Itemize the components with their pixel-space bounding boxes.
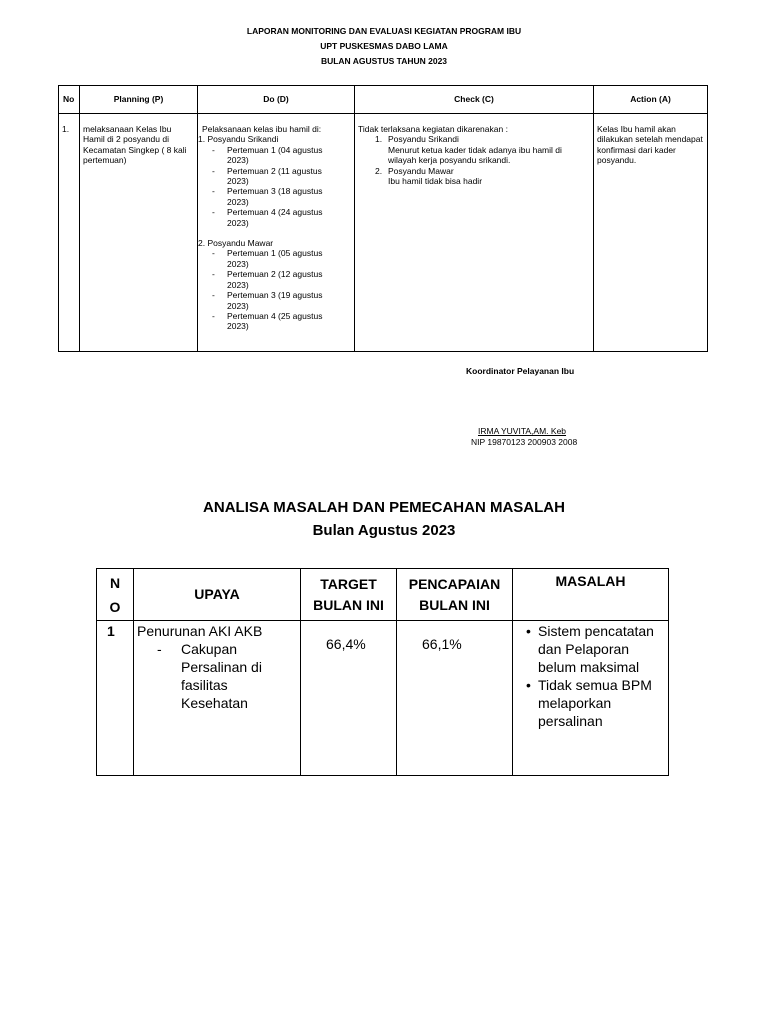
table-row <box>59 114 708 352</box>
col-header-pencapaian: PENCAPAIAN BULAN INI <box>397 569 513 621</box>
col-header-no: No <box>59 86 80 114</box>
pencapaian-cell: 66,1% <box>397 621 513 776</box>
action-cell: Kelas Ibu hamil akan dilakukan setelah mendapat konfirmasi dari kader posyandu. <box>594 114 708 352</box>
list-item: - Pertemuan 2 (11 agustus 2023) <box>201 166 351 187</box>
list-item: - Pertemuan 1 (04 agustus 2023) <box>201 145 351 166</box>
upaya-sub: - Cakupan Persalinan di fasilitas Kesehatan <box>137 640 297 712</box>
list-item: - Pertemuan 4 (24 agustus 2023) <box>201 207 351 228</box>
col-header-upaya: UPAYA <box>134 569 301 621</box>
list-item: - Pertemuan 1 (05 agustus 2023) <box>201 248 351 269</box>
do-group-label: 2. Posyandu Mawar <box>198 238 274 249</box>
signature-nip: NIP 19870123 200903 2008 <box>471 437 578 447</box>
signature-title: Koordinator Pelayanan Ibu <box>466 366 575 376</box>
row-number: 1. <box>59 114 80 352</box>
signature-name: IRMA YUVITA,AM. Keb <box>478 426 567 436</box>
col-header-target: TARGET BULAN INI <box>301 569 397 621</box>
analysis-subtitle: Bulan Agustus 2023 <box>312 522 456 539</box>
list-item: • Tidak semua BPM melaporkan persalinan <box>516 676 665 730</box>
col-header-check: Check (C) <box>355 86 594 114</box>
do-group-2 <box>198 238 351 332</box>
analysis-header-row <box>97 569 669 621</box>
analysis-table <box>96 568 669 776</box>
upaya-cell <box>134 621 301 776</box>
do-intro: Pelaksanaan kelas ibu hamil di: <box>202 124 322 134</box>
report-header <box>0 24 768 69</box>
check-intro: Tidak terlaksana kegiatan dikarenakan : <box>358 124 508 134</box>
masalah-cell <box>513 621 669 776</box>
list-item: • Sistem pencatatan dan Pelaporan belum maksimal <box>516 622 665 676</box>
table-row <box>97 621 669 776</box>
col-header-action: Action (A) <box>594 86 708 114</box>
analysis-title: ANALISA MASALAH DAN PEMECAHAN MASALAH <box>203 499 565 516</box>
do-cell <box>198 114 355 352</box>
planning-cell: melaksanaan Kelas Ibu Hamil di 2 posyandu di Kecamatan Singkep ( 8 kali pertemuan) <box>80 114 198 352</box>
do-group-1 <box>198 134 351 228</box>
do-group-label: 1. Posyandu Srikandi <box>198 134 279 145</box>
list-item: - Pertemuan 4 (25 agustus 2023) <box>201 311 351 332</box>
pdca-header-row <box>59 86 708 114</box>
col-header-no: N O <box>97 569 134 621</box>
report-title: LAPORAN MONITORING DAN EVALUASI KEGIATAN PROGRAM IBU <box>246 26 522 36</box>
pdca-table <box>58 85 708 352</box>
list-item: 1. Posyandu Srikandi Menurut ketua kader tidak adanya ibu hamil di wilayah kerja posyandu srikandi. <box>375 134 562 166</box>
list-item: - Pertemuan 2 (12 agustus 2023) <box>201 269 351 290</box>
list-item: - Pertemuan 3 (18 agustus 2023) <box>201 186 351 207</box>
col-header-do: Do (D) <box>198 86 355 114</box>
upaya-main: Penurunan AKI AKB <box>137 623 263 639</box>
list-item: - Pertemuan 3 (19 agustus 2023) <box>201 290 351 311</box>
report-period: BULAN AGUSTUS TAHUN 2023 <box>320 56 448 66</box>
check-cell <box>355 114 594 352</box>
row-number: 1 <box>97 621 134 776</box>
col-header-planning: Planning (P) <box>80 86 198 114</box>
col-header-masalah: MASALAH <box>513 569 669 621</box>
report-institution: UPT PUSKESMAS DABO LAMA <box>320 41 448 51</box>
list-item: 2. Posyandu Mawar Ibu hamil tidak bisa hadir <box>375 165 483 187</box>
target-cell: 66,4% <box>301 621 397 776</box>
